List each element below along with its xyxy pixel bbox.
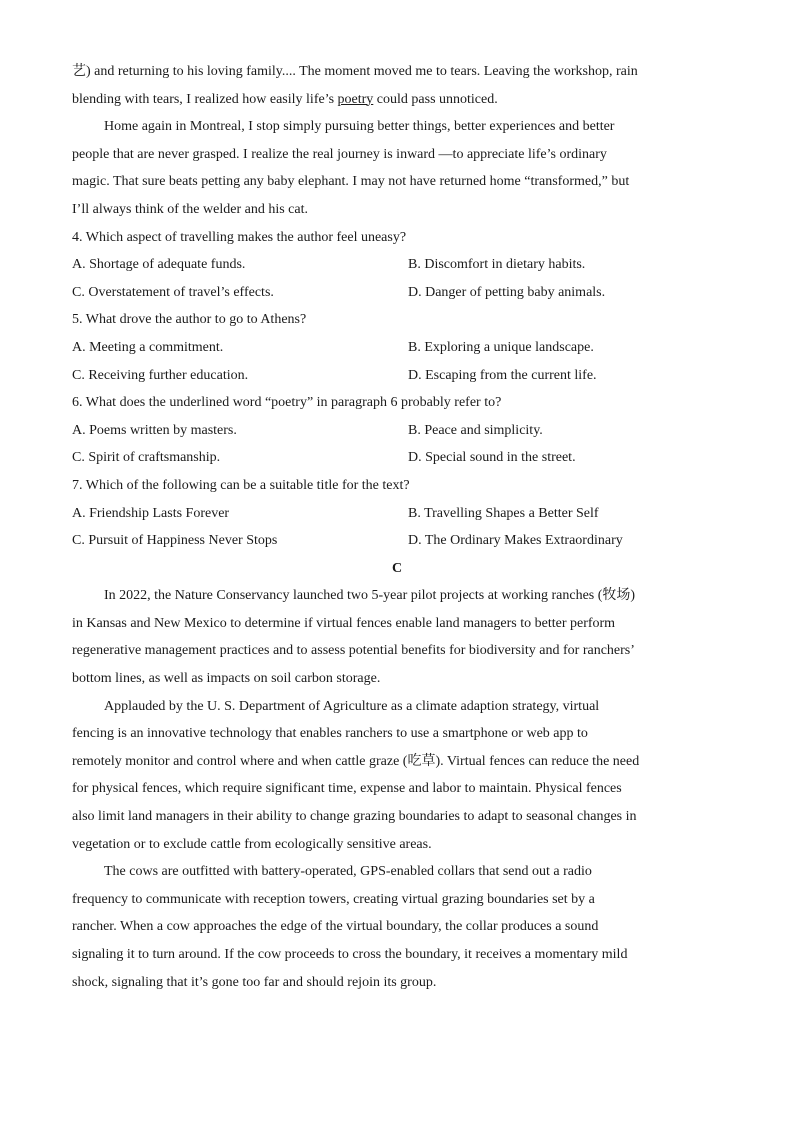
passage-c-line: Applauded by the U. S. Department of Agriculture as a climate adaption strategy, virtual: [104, 698, 600, 714]
option: D. Danger of petting baby animals.: [408, 284, 606, 300]
underlined-word-poetry: poetry: [337, 91, 374, 107]
passage-c-line: In 2022, the Nature Conservancy launched two 5-year pilot projects at working ranches (牧场): [104, 588, 636, 604]
passage-b-line: I’ll always think of the welder and his cat.: [72, 201, 308, 217]
option-row: [72, 417, 722, 445]
text-fragment: blending with tears, I realized how easily life’s: [72, 91, 338, 107]
text-fragment: 艺) and returning to his loving family....: [72, 64, 300, 79]
passage-b-line: Home again in Montreal, I stop simply pursuing better things, better experiences and better: [104, 119, 615, 135]
option: D. Escaping from the current life.: [408, 367, 597, 383]
option-row: [72, 444, 722, 472]
question-stem: 4. Which aspect of travelling makes the author feel uneasy?: [72, 229, 407, 245]
option-row: [72, 334, 722, 362]
option-row: [72, 500, 722, 528]
option-row: [72, 251, 722, 279]
option: B. Discomfort in dietary habits.: [408, 257, 586, 273]
question-stem: 7. Which of the following can be a suitable title for the text?: [72, 477, 410, 493]
passage-c-line: fencing is an innovative technology that enables ranchers to use a smartphone or web app to: [72, 726, 588, 742]
passage-b-line: people that are never grasped. I realize the real journey is inward —to appreciate life’s ordinary: [72, 146, 607, 162]
text-fragment: The moment moved me to tears. Leaving the workshop, rain: [299, 64, 638, 79]
option: B. Peace and simplicity.: [408, 422, 543, 438]
passage-c-line: bottom lines, as well as impacts on soil carbon storage.: [72, 671, 381, 687]
question-stem: 5. What drove the author to go to Athens?: [72, 312, 307, 328]
passage-c-line: for physical fences, which require significant time, expense and labor to maintain. Physical fences: [72, 781, 622, 797]
document-page: [72, 58, 722, 996]
option: A. Poems written by masters.: [72, 422, 237, 438]
option-row: [72, 279, 722, 307]
option: D. Special sound in the street.: [408, 450, 576, 466]
question-stem: 6. What does the underlined word “poetry” in paragraph 6 probably refer to?: [72, 395, 502, 411]
passage-c-line: The cows are outfitted with battery-operated, GPS-enabled collars that send out a radio: [104, 864, 592, 880]
passage-c-line: shock, signaling that it’s gone too far and should rejoin its group.: [72, 974, 437, 990]
text-fragment: could pass unnoticed.: [373, 91, 498, 107]
option-row: [72, 362, 722, 390]
option-row: [72, 527, 722, 555]
option: A. Meeting a commitment.: [72, 339, 224, 355]
passage-b-line: [72, 58, 722, 86]
passage-c-line: signaling it to turn around. If the cow proceeds to cross the boundary, it receives a momentary mild: [72, 947, 628, 962]
option: A. Shortage of adequate funds.: [72, 257, 246, 273]
option: C. Pursuit of Happiness Never Stops: [72, 533, 278, 549]
passage-c-line: remotely monitor and control where and when cattle graze (吃草). Virtual fences can reduce the need: [72, 753, 640, 769]
section-heading: C: [391, 560, 403, 576]
passage-c-line: frequency to communicate with reception towers, creating virtual grazing boundaries set by a: [72, 891, 595, 907]
passage-c-line: regenerative management practices and to assess potential benefits for biodiversity and for ranchers’: [72, 643, 635, 659]
passage-c-line: rancher. When a cow approaches the edge of the virtual boundary, the collar produces a sound: [72, 919, 599, 935]
passage-b-line: [72, 86, 722, 114]
option: C. Spirit of craftsmanship.: [72, 450, 221, 466]
option: B. Travelling Shapes a Better Self: [408, 505, 599, 521]
option: B. Exploring a unique landscape.: [408, 339, 594, 355]
passage-b-line: magic. That sure beats petting any baby elephant. I may not have returned home “transformed,” but: [72, 174, 630, 190]
passage-c-line: vegetation or to exclude cattle from ecologically sensitive areas.: [72, 836, 432, 852]
passage-c-line: in Kansas and New Mexico to determine if virtual fences enable land managers to better perform: [72, 615, 616, 631]
option: A. Friendship Lasts Forever: [72, 505, 230, 521]
option: C. Receiving further education.: [72, 367, 249, 383]
option: C. Overstatement of travel’s effects.: [72, 284, 274, 300]
option: D. The Ordinary Makes Extraordinary: [408, 533, 623, 549]
passage-c-line: also limit land managers in their ability to change grazing boundaries to adapt to seasonal changes in: [72, 809, 637, 825]
